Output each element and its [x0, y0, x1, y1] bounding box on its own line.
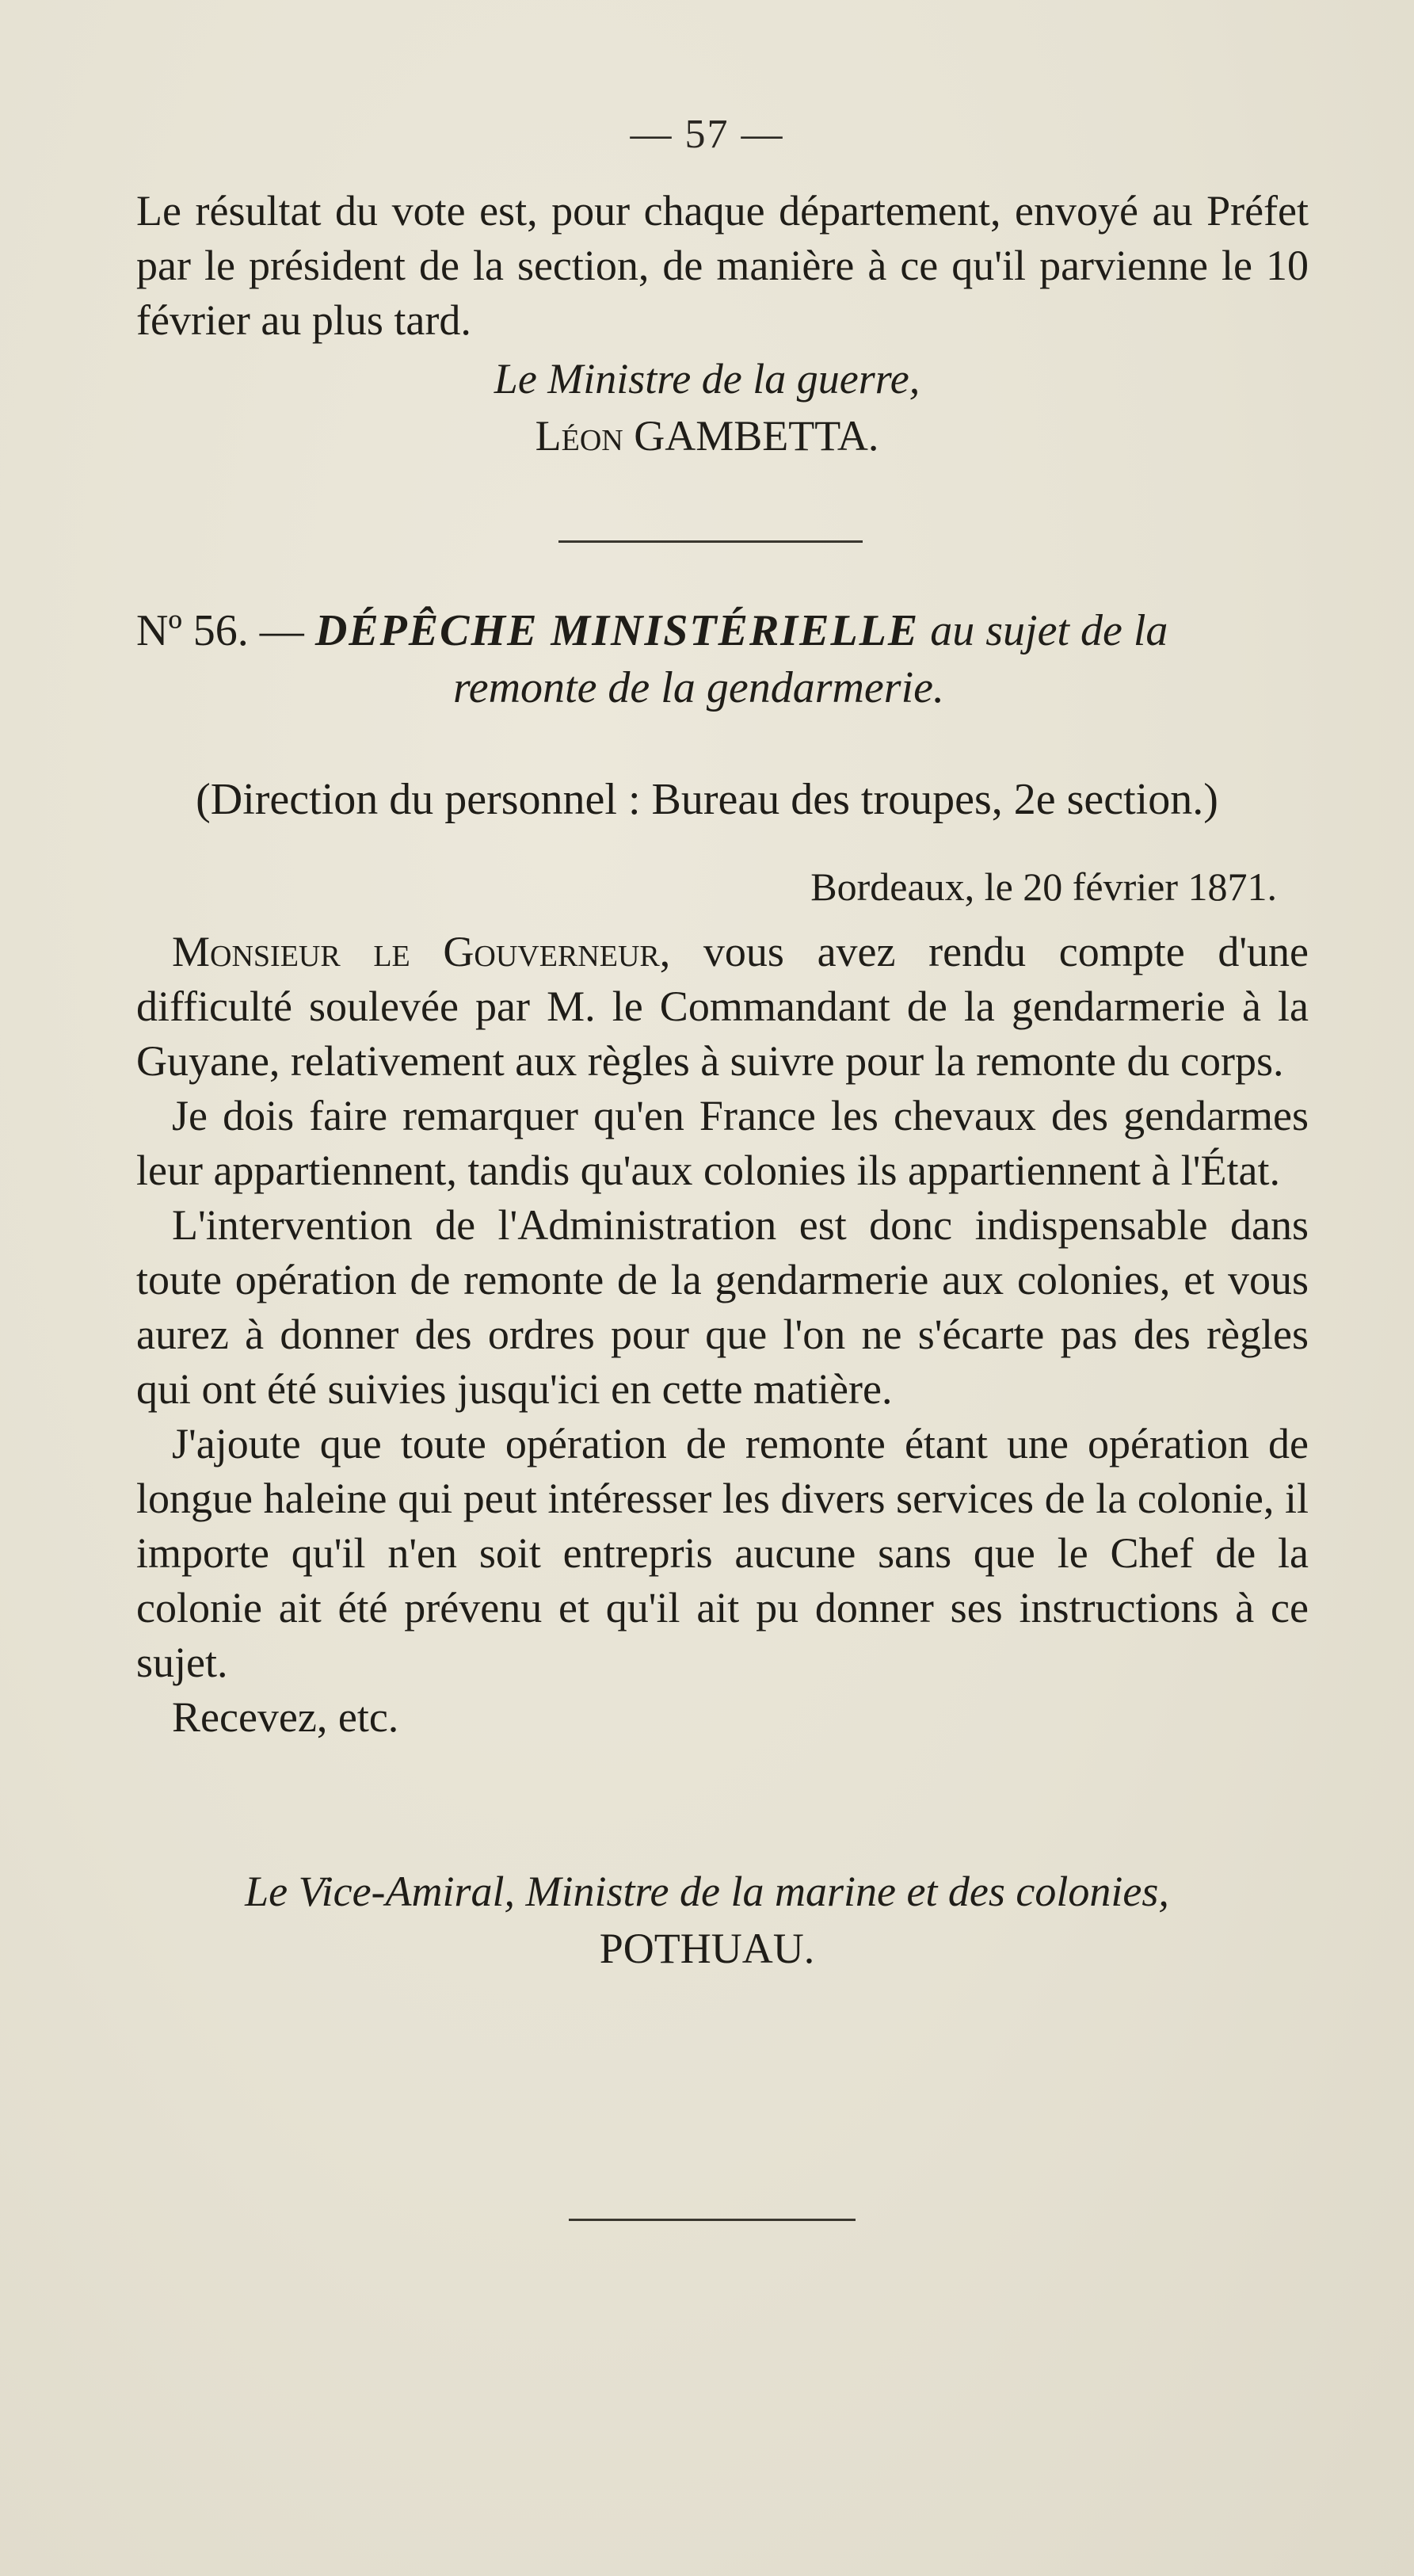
heading-title-rest: au sujet de la	[930, 606, 1168, 655]
body-paragraph-1	[136, 925, 1309, 1089]
body-paragraph-4: J'ajoute que toute opération de remonte étant une opération de longue haleine qui peut intéresser les divers services de la colonie, il importe qu'il n'en soit entrepris aucune sans que le Chef de la colonie ait été prévenu et qu'il ait pu donner ses instructions à ce sujet.	[136, 1420, 1309, 1686]
signature-2-title: Le Vice-Amiral, Ministre de la marine et des colonies,	[245, 1868, 1169, 1915]
place-date: Bordeaux, le 20 février 1871.	[810, 864, 1277, 909]
divider-bottom	[569, 2219, 856, 2221]
heading-line-2: remonte de la gendarmerie.	[453, 663, 944, 712]
signature-1-title: Le Ministre de la guerre,	[494, 355, 920, 403]
page-number: — 57 —	[630, 112, 784, 157]
body-block	[136, 925, 1309, 1745]
closing-formula: Recevez, etc.	[172, 1693, 399, 1741]
signature-1-last-name: GAMBETTA.	[634, 412, 879, 460]
direction-line: (Direction du personnel : Bureau des troupes, 2e section.)	[196, 775, 1218, 824]
body-paragraph-2: Je dois faire remarquer qu'en France les chevaux des gendarmes leur appartiennent, tandis qu'aux colonies ils appartiennent à l'État.	[136, 1092, 1309, 1194]
body-paragraph-1-text: vous avez rendu compte d'une difficulté soulevée par M. le Commandant de la gendarmerie à la Guyane, relativement aux règles à suivre pour la remonte du corps.	[136, 928, 1309, 1085]
heading-number: Nº 56. —	[136, 606, 304, 655]
body-paragraph-3: L'intervention de l'Administration est donc indispensable dans toute opération de remonte de la gendarmerie aux colonies, et vous aurez à donner des ordres pour que l'on ne s'écarte pas des règles qui ont été suivies jusqu'ici en cette matière.	[136, 1201, 1309, 1413]
divider-top	[558, 540, 863, 543]
heading-title-main: DÉPÊCHE MINISTÉRIELLE	[314, 606, 920, 655]
signature-1-name	[0, 409, 1414, 464]
signature-2-name: POTHUAU.	[599, 1925, 815, 1972]
intro-block	[136, 184, 1309, 348]
document-heading	[136, 602, 1309, 716]
intro-paragraph: Le résultat du vote est, pour chaque département, envoyé au Préfet par le président de la section, de manière à ce qu'il parvienne le 10 février au plus tard.	[136, 187, 1309, 344]
signature-1-first-name: Léon	[535, 412, 623, 460]
heading-line-1	[136, 602, 1309, 659]
salutation: Monsieur le Gouverneur,	[172, 928, 671, 975]
